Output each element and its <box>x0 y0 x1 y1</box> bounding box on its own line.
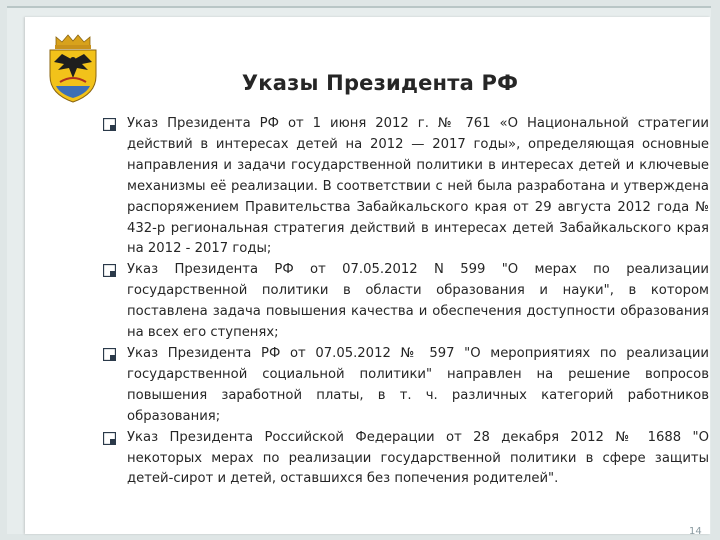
page-number: 14 <box>689 526 702 537</box>
decree-list <box>103 114 709 490</box>
decree-text: Указ Президента Российской Федерации от 28 декабря 2012 № 1688 "О некоторых мерах по реализации государственной политики в сфере защиты детей-сирот и детей, оставшихся без попечения родителей". <box>127 429 709 487</box>
checkbox-bullet-icon <box>103 118 116 131</box>
list-item <box>103 428 709 491</box>
slide-frame <box>7 6 711 537</box>
slide-content-panel <box>25 17 710 537</box>
list-item <box>103 344 709 428</box>
checkbox-bullet-icon <box>103 432 116 445</box>
decree-text: Указ Президента РФ от 07.05.2012 N 599 "О мерах по реализации государственной политики в области образования и науки", в котором поставлена задача повышения качества и обеспечения доступности образования на всех его ступенях; <box>127 262 709 341</box>
coat-of-arms-icon <box>42 32 104 104</box>
checkbox-bullet-icon <box>103 264 116 277</box>
page-title: Указы Президента РФ <box>241 71 519 95</box>
checkbox-bullet-icon <box>103 348 116 361</box>
decree-text: Указ Президента РФ от 1 июня 2012 г. № 761 «О Национальной стратегии действий в интересах детей на 2012 — 2017 годы», определяющая основные направления и задачи государственной политики в интересах детей и ключевые механизмы её реализации. В соответствии с ней была разработана и утверждена распоряжением Правительства Забайкальского края от 29 августа 2012 года № 432-р региональная стратегия действий в интересах детей Забайкальского края на 2012 - 2017 годы; <box>127 116 709 257</box>
decree-text: Указ Президента РФ от 07.05.2012 № 597 "О мероприятиях по реализации государственной социальной политики" направлен на решение вопросов повышения заработной платы, в т. ч. различных категорий работников образования; <box>127 345 709 424</box>
list-item <box>103 260 709 344</box>
list-item <box>103 114 709 260</box>
